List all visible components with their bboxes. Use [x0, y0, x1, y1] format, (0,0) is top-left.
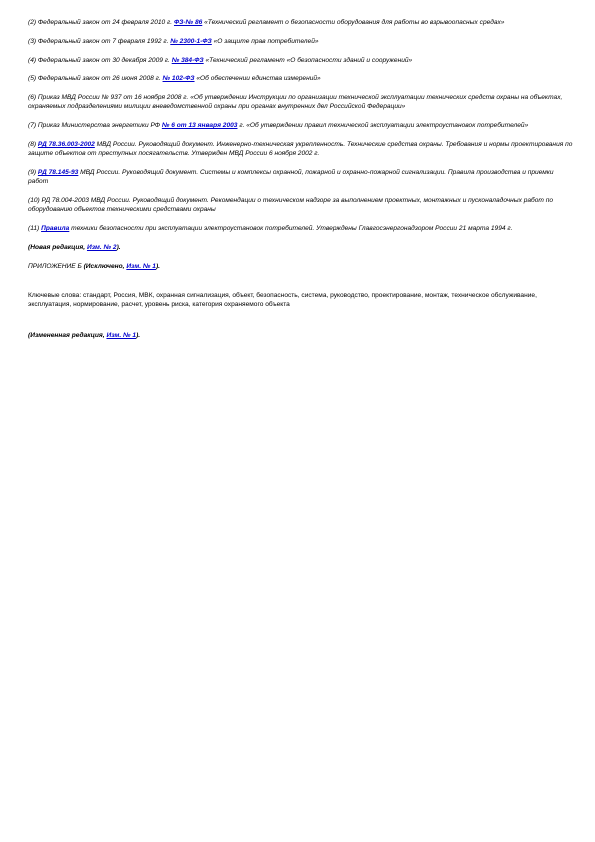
reference-text-tail: МВД России. Руководящий документ. Инженерно-техническая укрепленность. Технические средства охраны. Требования и нормы проектирования по защите объектов от преступных посягательств. Утвержден МВД России 6 ноября 2002 г.	[28, 140, 573, 158]
appendix-heading	[28, 262, 573, 271]
appendix-status-tail: ).	[155, 262, 160, 270]
reference-item	[28, 168, 573, 186]
changed-note-text: (Измененная редакция,	[28, 332, 107, 340]
reference-text: (7) Приказ Министерства энергетики РФ	[28, 122, 162, 130]
reference-link[interactable]: № 102-ФЗ	[162, 75, 195, 83]
reference-text-tail: техники безопасности при эксплуатации электроустановок потребителей. Утверждены Главгосэнергонадзором России 21 марта 1994 г.	[69, 224, 513, 232]
appendix-title: ПРИЛОЖЕНИЕ Б	[28, 262, 82, 270]
reference-item	[28, 37, 573, 46]
reference-text: (10) РД 78.004-2003 МВД России. Руководящий документ. Рекомендации о техническом надзоре за выполнением проектных, монтажных и пусконаладочных работ по оборудованию объектов техническими средствами охраны	[28, 196, 554, 214]
reference-link[interactable]: РД 78.145-93	[37, 168, 79, 176]
reference-text: (8)	[28, 140, 38, 148]
reference-list	[28, 18, 573, 233]
document-page	[28, 18, 573, 347]
reference-item	[28, 121, 573, 130]
reference-item	[28, 196, 573, 214]
reference-text-tail: «Технический регламент о безопасности оборудования для работы во взрывоопасных средах»	[202, 19, 505, 26]
reference-item	[28, 93, 573, 111]
changed-amendment-link[interactable]: Изм. № 1	[106, 332, 137, 340]
changed-note-tail: ).	[136, 332, 141, 340]
reference-text: (5) Федеральный закон от 26 июня 2008 г.	[28, 75, 163, 83]
reference-text: (9)	[28, 168, 38, 176]
reference-item	[28, 224, 573, 233]
reference-text-tail: г. «Об утверждении правил технической эксплуатации электроустановок потребителей»	[237, 122, 529, 130]
revision-note-text: (Новая редакция,	[28, 243, 87, 251]
reference-item	[28, 74, 573, 83]
reference-item	[28, 140, 573, 158]
keywords-paragraph: Ключевые слова: стандарт, Россия, МВК, охранная сигнализация, объект, безопасность, система, руководство, проектирование, монтаж, техническое обслуживание, эксплуатация, нормирование, расчет, уровень риска, категория охраняемого объекта	[28, 291, 537, 308]
reference-item	[28, 18, 573, 27]
reference-text: (11)	[28, 224, 42, 232]
reference-text: (2) Федеральный закон от 24 февраля 2010 г.	[28, 19, 174, 26]
reference-item	[28, 56, 573, 65]
reference-link[interactable]: Правила	[41, 224, 70, 232]
reference-text: (3) Федеральный закон от 7 февраля 1992 г.	[28, 37, 171, 45]
revision-note-tail: ).	[116, 243, 121, 251]
reference-link[interactable]: РД 78.36.003-2002	[37, 140, 95, 148]
reference-text-tail: «Технический регламент «О безопасности зданий и сооружений»	[203, 56, 413, 64]
changed-note	[28, 331, 573, 340]
reference-text-tail: МВД России. Руководящий документ. Системы и комплексы охранной, пожарной и охранно-пожарной сигнализации. Правила производства и приемки работ	[28, 168, 554, 186]
reference-link[interactable]: № 384-ФЗ	[171, 56, 204, 64]
appendix-amendment-link[interactable]: Изм. № 1	[126, 262, 156, 270]
reference-text-tail: «О защите прав потребителей»	[211, 37, 319, 45]
reference-text: (6) Приказ МВД России № 937 от 16 ноября 2008 г. «Об утверждении Инструкции по организации технической эксплуатации технических средств охраны на объектах, охраняемых подразделениями милиции вневедомственной охраны при органах внутренних дел Российской Федерации»	[28, 94, 563, 111]
appendix-status: (Исключено,	[81, 262, 127, 270]
reference-text: (4) Федеральный закон от 30 декабря 2009 г.	[28, 56, 172, 64]
reference-text-tail: «Об обеспечении единства измерений»	[194, 75, 321, 83]
revision-note	[28, 243, 573, 252]
reference-link[interactable]: № 6 от 13 января 2003	[161, 122, 238, 130]
reference-link[interactable]: ФЗ-№ 86	[173, 19, 203, 26]
reference-link[interactable]: № 2300-1-ФЗ	[170, 37, 212, 45]
amendment-link[interactable]: Изм. № 2	[86, 243, 117, 251]
